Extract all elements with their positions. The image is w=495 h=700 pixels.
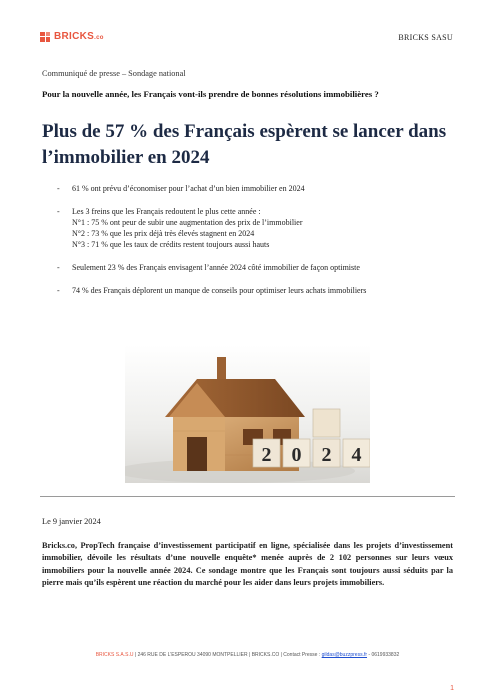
house-and-2024-blocks-image bbox=[125, 345, 370, 483]
headline: Plus de 57 % des Français espèrent se lancer dans l’immobilier en 2024 bbox=[42, 121, 447, 168]
year-block-digit: 2 bbox=[261, 444, 272, 466]
press-email-link[interactable]: gildas@buzzpress.fr bbox=[321, 652, 368, 658]
finding-text: 61 % ont prévu d’économiser pour l’achat d’un bien immobilier en 2024 bbox=[72, 184, 305, 193]
intro-paragraph: Bricks.co, PropTech française d’investissement participatif en ligne, spécialisée dans les projets d’investissement immobilier, dévoile les résultats d’une nouvelle enquête* menée auprès de 2 102 personnes sur leurs vœux immobiliers pour la nouvelle année 2024. Ce sondage montre que les Français sont toujours aussi séduits par la pierre mais qu’ils espèrent une réaction du marché pour les aider dans leurs projets immobiliers. bbox=[42, 541, 453, 588]
finding-item: - Seulement 23 % des Français envisagent l’année 2024 côté immobilier de façon optimiste bbox=[57, 263, 360, 272]
finding-item: - 61 % ont prévu d’économiser pour l’achat d’un bien immobilier en 2024 bbox=[57, 184, 305, 193]
press-release-kicker: Communiqué de presse – Sondage national bbox=[42, 69, 186, 78]
finding-subitem: N°3 : 71 % que les taux de crédits restent toujours aussi hauts bbox=[72, 240, 270, 249]
logo-text: BRICKS.co bbox=[54, 31, 104, 42]
footer bbox=[0, 652, 495, 658]
page-number: 1 bbox=[450, 685, 454, 692]
release-date: Le 9 janvier 2024 bbox=[42, 517, 101, 526]
year-block-digit: 2 bbox=[321, 444, 332, 466]
year-block-digit: 0 bbox=[291, 444, 302, 466]
finding-item: - 74 % des Français déplorent un manque de conseils pour optimiser leurs achats immobiliers bbox=[57, 286, 367, 295]
finding-text: Les 3 freins que les Français redoutent le plus cette année : bbox=[72, 207, 261, 216]
finding-text: Seulement 23 % des Français envisagent l’année 2024 côté immobilier de façon optimiste bbox=[72, 263, 360, 272]
bricks-logo bbox=[40, 31, 104, 42]
finding-subitem: N°1 : 75 % ont peur de subir une augmentation des prix de l’immobilier bbox=[72, 218, 303, 227]
subhead: Pour la nouvelle année, les Français vont-ils prendre de bonnes résolutions immobilières ? bbox=[42, 89, 379, 99]
key-findings-list bbox=[57, 183, 457, 308]
finding-text: 74 % des Français déplorent un manque de conseils pour optimiser leurs achats immobiliers bbox=[72, 286, 367, 295]
footer-brand: BRICKS S.A.S.U bbox=[95, 652, 134, 658]
bricks-logo-icon bbox=[40, 32, 50, 42]
footer-phone: - 0619933832 bbox=[367, 652, 400, 658]
year-block-digit: 4 bbox=[351, 444, 362, 466]
footer-address: | 246 RUE DE L’ESPEROU 34090 MONTPELLIER | BRICKS.CO | Contact Presse : bbox=[133, 652, 322, 658]
company-name: BRICKS SASU bbox=[398, 33, 453, 42]
section-divider bbox=[40, 496, 455, 497]
finding-subitem: N°2 : 73 % que les prix déjà très élevés stagnent en 2024 bbox=[72, 229, 255, 238]
finding-item: - Les 3 freins que les Français redoutent le plus cette année : N°1 : 75 % ont peur de subir une augmentation des prix de l’immobilier N°2 : 73 % que les prix déjà très élevés stagnent en 2024 N°3 : 71 % que les taux de crédits restent toujours aussi hauts bbox=[57, 206, 457, 250]
